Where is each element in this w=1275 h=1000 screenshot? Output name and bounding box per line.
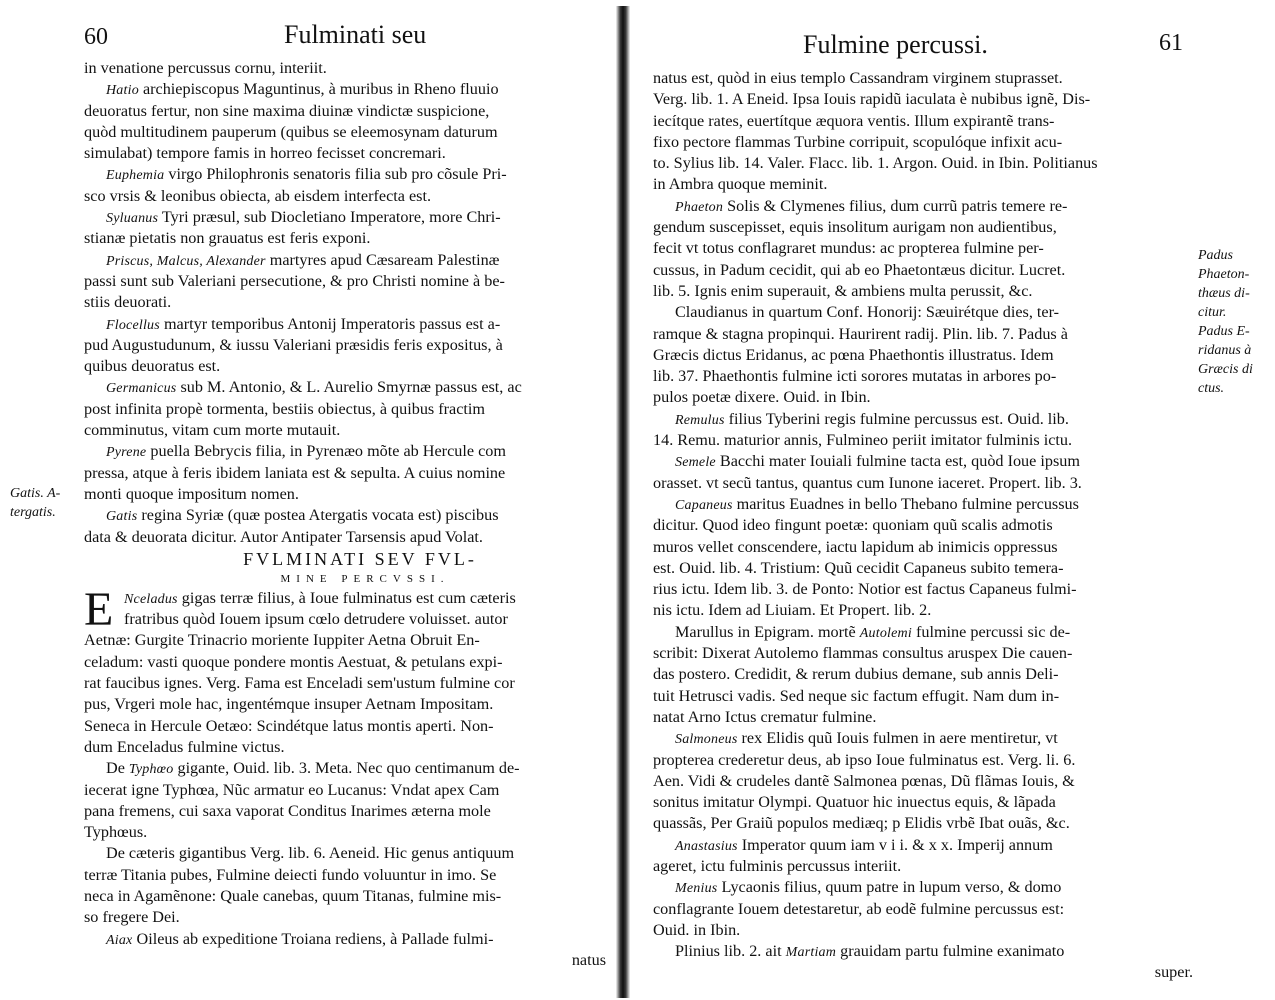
text-line <box>653 260 1193 281</box>
text-line <box>84 377 606 398</box>
text-line <box>653 174 1193 195</box>
line-text: cussus, in Padum cecidit, qui ab eo Phaetontæus dicitur. Lucret. <box>653 260 1066 279</box>
line-text: ageret, ictu fulminis percussus interiit. <box>653 856 902 875</box>
text-line <box>653 664 1193 685</box>
catchword: natus <box>571 950 606 969</box>
line-text: tuit Hetrusci vadis. Sed neque sic factum effugit. Nam dum in- <box>653 686 1060 705</box>
line-text: gigante, Ouid. lib. 3. Meta. Nec quo centimanum de- <box>173 759 520 778</box>
line-text: Aen. Vidi & crudeles dantẽ Salmonea pœnas, Dũ flãmas Iouis, & <box>653 771 1075 790</box>
line-text: propterea crederetur deus, ab ipso Ioue fulminatus est. Verg. li. 6. <box>653 750 1076 769</box>
line-text: in Ambra quoque meminit. <box>653 175 828 194</box>
text-line <box>84 694 606 715</box>
line-text: iecerat igne Typhœa, Nũc armatur eo Lucanus: Vndat apex Cam <box>84 780 500 799</box>
line-text: conflagrante Iouem detestaretur, ab eodẽ fulmine percussus est: <box>653 899 1065 918</box>
line-text: comminutus, vitam cum morte mutauit. <box>84 421 341 440</box>
margin-note-line: ctus. <box>1198 381 1225 396</box>
line-lead: Marullus in Epigram. mortẽ <box>675 622 860 641</box>
line-text: to. Sylius lib. 14. Valer. Flacc. lib. 1. Argon. Ouid. in Ibin. Politianus <box>653 154 1098 173</box>
line-text: filius Tyberini regis fulmine percussus est. Ouid. lib. <box>724 409 1069 428</box>
left-running-head <box>84 18 606 58</box>
margin-note-line: Phaeton- <box>1198 267 1250 282</box>
text-line <box>653 153 1193 174</box>
line-text: fulmine percussi sic de- <box>911 622 1071 641</box>
text-line <box>84 441 606 462</box>
text-line <box>84 463 606 484</box>
line-text: natus est, quòd in eius templo Cassandram virginem stuprasset. <box>653 69 1063 87</box>
text-line <box>84 58 606 79</box>
text-line <box>84 335 606 356</box>
text-line <box>84 164 606 185</box>
text-line <box>84 186 606 207</box>
margin-note-line: citur. <box>1198 305 1227 320</box>
text-line <box>84 843 606 864</box>
line-text: celadum: vasti quoque pondere montis Aestuat, & petulans expi- <box>84 652 503 671</box>
margin-note-line: thæus di- <box>1198 286 1250 301</box>
line-text: quòd multitudinem pauperum (quibus se eleemosynam daturum <box>84 122 498 141</box>
text-line <box>84 250 606 271</box>
text-line <box>653 494 1193 515</box>
text-line <box>653 643 1193 664</box>
line-text: fratribus quòd Iouem ipsum cœlo detrudere voluisset. autor <box>124 610 508 629</box>
text-line <box>653 579 1193 600</box>
line-text: simulabat) tempore famis in horreo fecisset concremari. <box>84 144 446 163</box>
line-text: 14. Remu. maturior annis, Fulmineo periit imitator fulminis ictu. <box>653 431 1073 450</box>
text-line <box>84 801 606 822</box>
line-lead: De <box>106 759 129 778</box>
margin-note-line: Græcis di <box>1198 362 1253 377</box>
text-line <box>84 865 606 886</box>
line-text: ramque & stagna propinqui. Haurirent radij. Plin. lib. 7. Padus à <box>653 324 1068 343</box>
text-line <box>653 132 1193 153</box>
line-text: deuoratus fertur, non sine maxima diuinæ vindictæ suspicione, <box>84 101 490 120</box>
line-text: passi sunt sub Valeriani persecutione, & pro Christi nomine à be- <box>84 271 505 290</box>
text-line <box>653 750 1193 771</box>
book-gutter <box>616 6 630 998</box>
proper-name: Nceladus <box>124 591 178 607</box>
text-line <box>653 515 1193 536</box>
text-line <box>84 652 606 673</box>
line-text: Aetnæ: Gurgite Trinacrio moriente Iuppiter Aetna Obruit En- <box>84 631 480 650</box>
proper-name: Martiam <box>785 945 837 961</box>
proper-name: Euphemia <box>106 168 165 184</box>
line-text: dicitur. Quod ideo fingunt poetæ: quoniam quũ scalis admotis <box>653 516 1053 535</box>
text-line <box>84 630 606 651</box>
proper-name: Anastasius <box>675 838 738 854</box>
text-line <box>653 196 1193 217</box>
margin-note-line: Gatis. A- <box>10 486 61 501</box>
proper-name: Salmoneus <box>675 732 738 748</box>
line-text: virgo Philophronis senatoris filia sub pro cõsule Pri- <box>164 165 507 184</box>
text-line <box>84 609 606 630</box>
proper-name: Pyrene <box>106 445 147 461</box>
drop-capital: E <box>84 582 114 636</box>
right-text-block <box>653 68 1193 984</box>
text-line <box>84 758 606 779</box>
line-text: dum Enceladus fulmine victus. <box>84 737 285 756</box>
line-text: orasset. vt secũ tantus, quantus cum Iunone iaceret. Propert. lib. 3. <box>653 473 1082 492</box>
text-line <box>84 79 606 100</box>
dropcap-paragraph <box>84 582 606 636</box>
line-text: pud Augustudunum, & iussu Valeriani præsidis feris expositus, à <box>84 335 503 354</box>
text-line <box>84 822 606 843</box>
text-line <box>84 228 606 249</box>
line-text: martyr temporibus Antonij Imperatoris passus est a- <box>159 314 501 333</box>
line-text: stiis deuorati. <box>84 293 172 312</box>
proper-name: Autolemi <box>859 625 912 641</box>
line-text: Lycaonis filius, quum patre in lupum verso, & domo <box>717 878 1062 897</box>
line-text: das postero. Credidit, & rerum dubius demane, sub annis Deli- <box>653 665 1059 684</box>
text-line <box>84 527 606 548</box>
text-line <box>84 673 606 694</box>
text-line <box>84 780 606 801</box>
text-line <box>653 217 1193 238</box>
text-line <box>653 473 1193 494</box>
catchword: super. <box>1154 963 1193 982</box>
line-text: rex Elidis quũ Iouis fulmen in aere mentiretur, vt <box>737 729 1058 748</box>
line-text: terræ Titania pubes, Fulmine deiecti fundo voluuntur in imo. Se <box>84 865 497 884</box>
line-text: pressa, atque à feris ibidem laniata est & sepulta. A cuius nomine <box>84 463 506 482</box>
line-text: gigas terræ filius, à Ioue fulminatus est cum cæteris <box>177 588 516 607</box>
text-line <box>653 558 1193 579</box>
text-line <box>84 399 606 420</box>
left-margin-note <box>10 484 60 522</box>
text-line <box>84 143 606 164</box>
line-text: Claudianus in quartum Conf. Honorij: Sæuirétque dies, ter- <box>675 303 1060 322</box>
text-line <box>653 324 1193 345</box>
line-text: data & deuorata dicitur. Autor Antipater Tarsensis apud Volat. <box>84 527 483 546</box>
text-line <box>653 899 1193 920</box>
text-line <box>653 920 1193 941</box>
text-line <box>84 716 606 737</box>
dropcap-lines <box>84 582 606 636</box>
proper-name: Gatis <box>106 509 138 525</box>
line-text: est. Ouid. lib. 4. Tristium: Quũ cecidit Capaneus subito temera- <box>653 558 1064 577</box>
text-line <box>653 68 1193 89</box>
line-text: Seneca in Hercule Oetæo: Scindétque latus montis aperti. Non- <box>84 716 494 735</box>
text-line <box>653 941 1193 962</box>
line-text: fixo pectore flammas Turbine corripuit, scopulóque infixit acu- <box>653 132 1063 151</box>
text-line <box>84 314 606 335</box>
margin-note-line: ridanus à <box>1198 343 1252 358</box>
left-folio: 60 <box>84 24 108 50</box>
line-text: sonitus imitatur Olympi. Quatuor hic inuectus equis, & lãpada <box>653 793 1056 812</box>
text-line <box>653 387 1193 408</box>
line-text: Solis & Clymenes filius, dum currũ patris temere re- <box>723 196 1068 215</box>
line-text: quassãs, Per Graiũ populos mediæq; p Elidis vrbẽ Ibat ouãs, &c. <box>653 814 1070 833</box>
line-text: martyres apud Cæsaream Palestinæ <box>265 250 500 269</box>
text-line <box>84 292 606 313</box>
line-text: Bacchi mater Iouiali fulmine tacta est, quòd Ioue ipsum <box>715 452 1080 471</box>
right-folio: 61 <box>1159 30 1183 56</box>
proper-name: Flocellus <box>106 317 160 333</box>
line-text: pulos poetæ dixere. Ouid. in Ibin. <box>653 388 871 407</box>
text-line <box>653 238 1193 259</box>
line-text: sub M. Antonio, & L. Aurelio Smyrnæ passus est, ac <box>176 378 522 397</box>
line-text: De cæteris gigantibus Verg. lib. 6. Aeneid. Hic genus antiquum <box>106 844 515 863</box>
line-text: nis ictu. Idem ad Liuiam. Et Propert. lib. 2. <box>653 601 932 620</box>
line-text: Græcis dictus Eridanus, ac pœna Phaethontis illustratus. Idem <box>653 345 1054 364</box>
text-line <box>653 345 1193 366</box>
text-line <box>84 122 606 143</box>
text-line <box>84 207 606 228</box>
proper-name: Hatio <box>106 83 139 99</box>
text-line <box>653 622 1193 643</box>
line-text: gendum suscepisset, equis insolitum aurigam non audientibus, <box>653 218 1057 237</box>
line-text: natat Arno Ictus crematur fulmine. <box>653 707 877 726</box>
line-text: stianæ pietatis non grauatus est feris exponi. <box>84 229 371 248</box>
right-margin-note <box>1198 246 1253 398</box>
text-line <box>84 356 606 377</box>
text-line <box>653 856 1193 877</box>
line-text: fecit vt totus conflagraret mundus: ac propterea fulmine per- <box>653 239 1044 258</box>
proper-name: Priscus, Malcus, Alexander <box>106 253 266 269</box>
left-text-block-top <box>84 58 606 548</box>
text-line <box>653 600 1193 621</box>
text-line <box>84 101 606 122</box>
text-line <box>653 771 1193 792</box>
text-line <box>84 929 606 950</box>
line-text: puella Bebrycis filia, in Pyrenæo mõte ab Hercule com <box>146 442 506 461</box>
line-text: iecítque rates, euertítque æquora ventis. Illum expirantẽ trans- <box>653 111 1055 130</box>
proper-name: Semele <box>675 455 716 471</box>
proper-name: Remulus <box>675 412 725 428</box>
line-lead: Plinius lib. 2. ait <box>675 942 786 961</box>
line-text: pana fremens, cui saxa vaporat Conditus Inarimes æterna mole <box>84 801 491 820</box>
section-subheading: MINE PERCVSSI. <box>280 572 450 585</box>
right-page-title: Fulmine percussi. <box>803 30 988 59</box>
proper-name: Syluanus <box>106 211 159 227</box>
proper-name: Capaneus <box>675 497 733 513</box>
margin-note-line: Padus E- <box>1198 324 1250 339</box>
section-heading: FVLMINATI SEV FVL- <box>243 548 477 569</box>
line-text: sco vrsis & leonibus obiecta, ab eisdem interfecta est. <box>84 186 432 205</box>
line-text: Ouid. in Ibin. <box>653 920 741 939</box>
line-text: Imperator quum iam v i i. & x x. Imperij annum <box>737 835 1053 854</box>
line-text: scribit: Dixerat Autolemo flammas consultus aruspex Die cauen- <box>653 644 1073 663</box>
line-text: neca in Agamẽnone: Quale canebas, quum Titanas, fulmine mis- <box>84 886 502 905</box>
text-line <box>84 737 606 758</box>
text-line <box>84 588 606 609</box>
text-line <box>653 302 1193 323</box>
line-text: pus, Vrgeri mole hac, ingentémque insuper Aetnam Impositam. <box>84 695 494 714</box>
line-text: quibus deuoratus est. <box>84 357 221 376</box>
line-text: rius ictu. Idem lib. 3. de Ponto: Notior est factus Capaneus fulmi- <box>653 580 1077 599</box>
line-text: post infinita propè tormenta, bestiis obiectus, à quibus fractim <box>84 399 486 418</box>
text-line <box>84 505 606 526</box>
line-text: monti quoque impositum nomen. <box>84 484 299 503</box>
text-line <box>653 835 1193 856</box>
line-text: Oileus ab expeditione Troiana rediens, à Pallade fulmi- <box>132 929 494 948</box>
text-line <box>653 792 1193 813</box>
text-line <box>653 430 1193 451</box>
proper-name: Aiax <box>106 932 133 948</box>
line-text: Verg. lib. 1. A Eneid. Ipsa Iouis rapidũ iaculata è nubibus ignẽ, Dis- <box>653 90 1091 109</box>
text-line <box>653 537 1193 558</box>
proper-name: Typhœo <box>128 762 174 778</box>
line-text: grauidam partu fulmine exanimato <box>836 942 1065 961</box>
line-text: so fregere Dei. <box>84 908 180 927</box>
text-line <box>653 813 1193 834</box>
margin-note-line: tergatis. <box>10 505 56 520</box>
line-text: archiepiscopus Maguntinus, à muribus in Rheno fluuio <box>138 80 499 99</box>
proper-name: Menius <box>675 881 718 897</box>
left-page-title: Fulminati seu <box>284 20 427 49</box>
text-line <box>84 484 606 505</box>
proper-name: Germanicus <box>106 381 177 397</box>
line-text: lib. 37. Phaethontis fulmine icti sorores mutatas in arbores po- <box>653 367 1057 386</box>
line-text: Tyri præsul, sub Diocletiano Imperatore, more Chri- <box>158 208 501 227</box>
left-text-block-bottom <box>84 630 606 971</box>
right-page <box>653 18 1193 988</box>
line-text: maritus Euadnes in bello Thebano fulmine percussus <box>732 494 1079 513</box>
text-line <box>84 271 606 292</box>
text-line <box>653 89 1193 110</box>
text-line <box>653 366 1193 387</box>
line-text: muros vellet conscendere, iactu lapidum ab inimicis oppressus <box>653 537 1058 556</box>
text-line <box>653 409 1193 430</box>
line-text: rat faucibus ignes. Verg. Fama est Enceladi sem'ustum fulmine cor <box>84 674 515 693</box>
line-text: Typhœus. <box>84 823 148 842</box>
text-line <box>653 877 1193 898</box>
left-page <box>84 18 606 988</box>
text-line <box>653 451 1193 472</box>
line-text: lib. 5. Ignis enim superauit, & ambiens multa perussit, &c. <box>653 281 1033 300</box>
proper-name: Phaeton <box>675 199 724 215</box>
text-line <box>84 420 606 441</box>
text-line <box>653 281 1193 302</box>
margin-note-line: Padus <box>1198 248 1233 263</box>
text-line <box>84 907 606 928</box>
text-line <box>653 686 1193 707</box>
line-text: regina Syriæ (quæ postea Atergatis vocata est) piscibus <box>137 506 499 525</box>
text-line <box>84 886 606 907</box>
line-text: in venatione percussus cornu, interiit. <box>84 59 327 77</box>
right-running-head <box>653 18 1193 68</box>
text-line <box>653 707 1193 728</box>
text-line <box>653 111 1193 132</box>
text-line <box>653 728 1193 749</box>
